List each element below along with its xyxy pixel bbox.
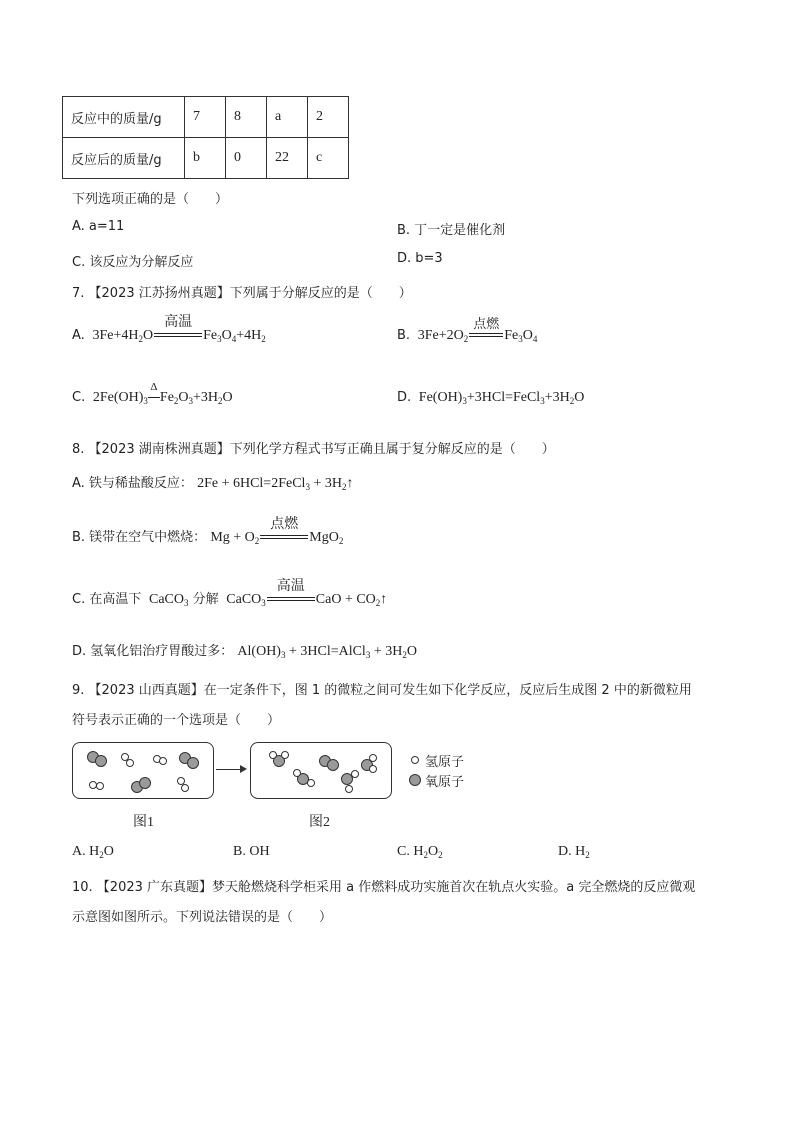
oxygen-legend-icon [409,774,421,786]
question-stem-continued: 符号表示正确的一个选项是（ ） [72,713,281,728]
hydrogen-legend-icon [411,756,419,764]
equation: $3Fe+2O_2$ 点燃 $Fe_3O_4$ [414,328,537,343]
table-cell: 7 [185,97,226,138]
question-stem: 8. 【2023 湖南株洲真题】下列化学方程式书写正确且属于复分解反应的是（ ） [72,442,555,457]
table-cell: 8 [226,97,267,138]
table-cell: 反应后的质量/g [63,138,185,179]
option-text: A. 铁与稀盐酸反应： [72,476,193,491]
hydrogen-atom [369,754,377,762]
option-text: D. 氢氧化铝治疗胃酸过多： [72,644,234,659]
option-a[interactable]: A. a=11 [72,219,125,234]
figure-2-caption: 图2 [309,815,330,830]
legend-oxygen: 氧原子 [425,775,465,790]
equation: $2Fe(OH)_3$ Δ $Fe_2O_3+3H_2O$ [89,380,233,406]
condition-label: 点燃 [270,515,299,532]
hydrogen-atom [293,769,301,777]
table-cell: b [185,138,226,179]
hydrogen-atom [281,751,289,759]
oxygen-atom [187,757,199,769]
option-b[interactable] [72,515,344,546]
arrow-head [240,765,247,773]
option-label: B. [397,328,411,343]
question-stem: 9. 【2023 山西真题】在一定条件下，图 1 的微粒之间可发生如下化学反应，反应后生成图 2 中的新微粒用 [72,683,692,698]
option-label-tail: O [103,844,114,859]
table-cell: 22 [267,138,308,179]
hydrogen-atom [159,757,167,765]
table-cell: 反应中的质量/g [63,97,185,138]
figure-1-box [72,742,214,799]
option-text: 分解 [192,592,219,607]
option-c[interactable]: C. 该反应为分解反应 [72,255,194,270]
option-a[interactable] [72,472,353,492]
legend-hydrogen: 氢原子 [425,755,465,770]
option-d[interactable] [397,390,584,406]
hydrogen-atom [351,770,359,778]
hydrogen-atom [96,782,104,790]
question-stem-continued: 示意图如图所示。下列说法错误的是（ ） [72,910,333,925]
option-b[interactable] [397,316,538,344]
table-cell: 0 [226,138,267,179]
condition-label: 高温 [164,313,193,330]
equation: 2Fe + 6HCl=2FeCl$_3$ + $3H_2↑$ [197,476,354,492]
table-row [63,97,349,138]
option-label: D. H [558,844,586,859]
option-label: C. [72,390,86,405]
option-b[interactable]: B. OH [233,844,270,859]
option-label: A. [72,328,85,343]
hydrogen-atom [369,765,377,773]
hydrogen-atom [345,785,353,793]
condition-label: Δ [150,380,158,393]
equation: CaCO$_3$ [145,592,189,608]
hydrogen-atom [181,784,189,792]
option-label: A. H [72,844,100,859]
question-stem: 7. 【2023 江苏扬州真题】下列属于分解反应的是（ ） [72,286,412,301]
table-cell: a [267,97,308,138]
option-text: C. 在高温下 [72,592,142,607]
table-row [63,138,349,179]
hydrogen-atom [269,751,277,759]
reaction-arrow [216,769,242,770]
oxygen-atom [327,759,339,771]
option-c[interactable] [72,577,388,608]
mass-table [62,96,349,179]
option-d[interactable]: D. b=3 [397,251,443,266]
equation: $Mg + O_2$ 点燃 MgO$_2$ [210,530,343,545]
option-d[interactable]: D. $H_2$ [558,844,590,860]
question-stem: 下列选项正确的是（ ） [72,192,229,207]
option-a[interactable] [72,313,266,344]
option-d[interactable] [72,640,417,660]
option-c[interactable] [72,380,233,406]
equation: $Fe(OH)_3+3HCl=FeCl_3+3H_2O$ [415,390,585,406]
option-c[interactable]: C. $H_2O_2$ [397,844,443,860]
figure-1-caption: 图1 [133,815,154,830]
condition-label: 高温 [276,577,305,594]
figure-2-box [250,742,392,799]
equation: $3Fe+4H_2O$ 高温 $Fe_3O_4+4H_2$ [89,328,266,343]
hydrogen-atom [307,779,315,787]
option-text: B. 镁带在空气中燃烧： [72,530,207,545]
option-a[interactable]: A. $H_2O$ [72,844,114,860]
oxygen-atom [139,777,151,789]
option-b[interactable]: B. 丁一定是催化剂 [397,223,506,238]
question-stem: 10. 【2023 广东真题】梦天舱燃烧科学柜采用 a 作燃料成功实施首次在轨点火实验。a 完全燃烧的反应微观 [72,880,696,895]
table-cell: c [308,138,349,179]
equation: $Al(OH)_3$ + 3HCl=AlCl$_3$ + $3H_2O$ [237,644,417,660]
table-cell: 2 [308,97,349,138]
option-label: C. H [397,844,424,859]
hydrogen-atom [126,759,134,767]
oxygen-atom [95,755,107,767]
equation: CaCO$_3$ 高温 CaO + $CO_2↑$ [223,592,388,607]
condition-label: 点燃 [473,316,500,332]
option-label: D. [397,390,412,405]
